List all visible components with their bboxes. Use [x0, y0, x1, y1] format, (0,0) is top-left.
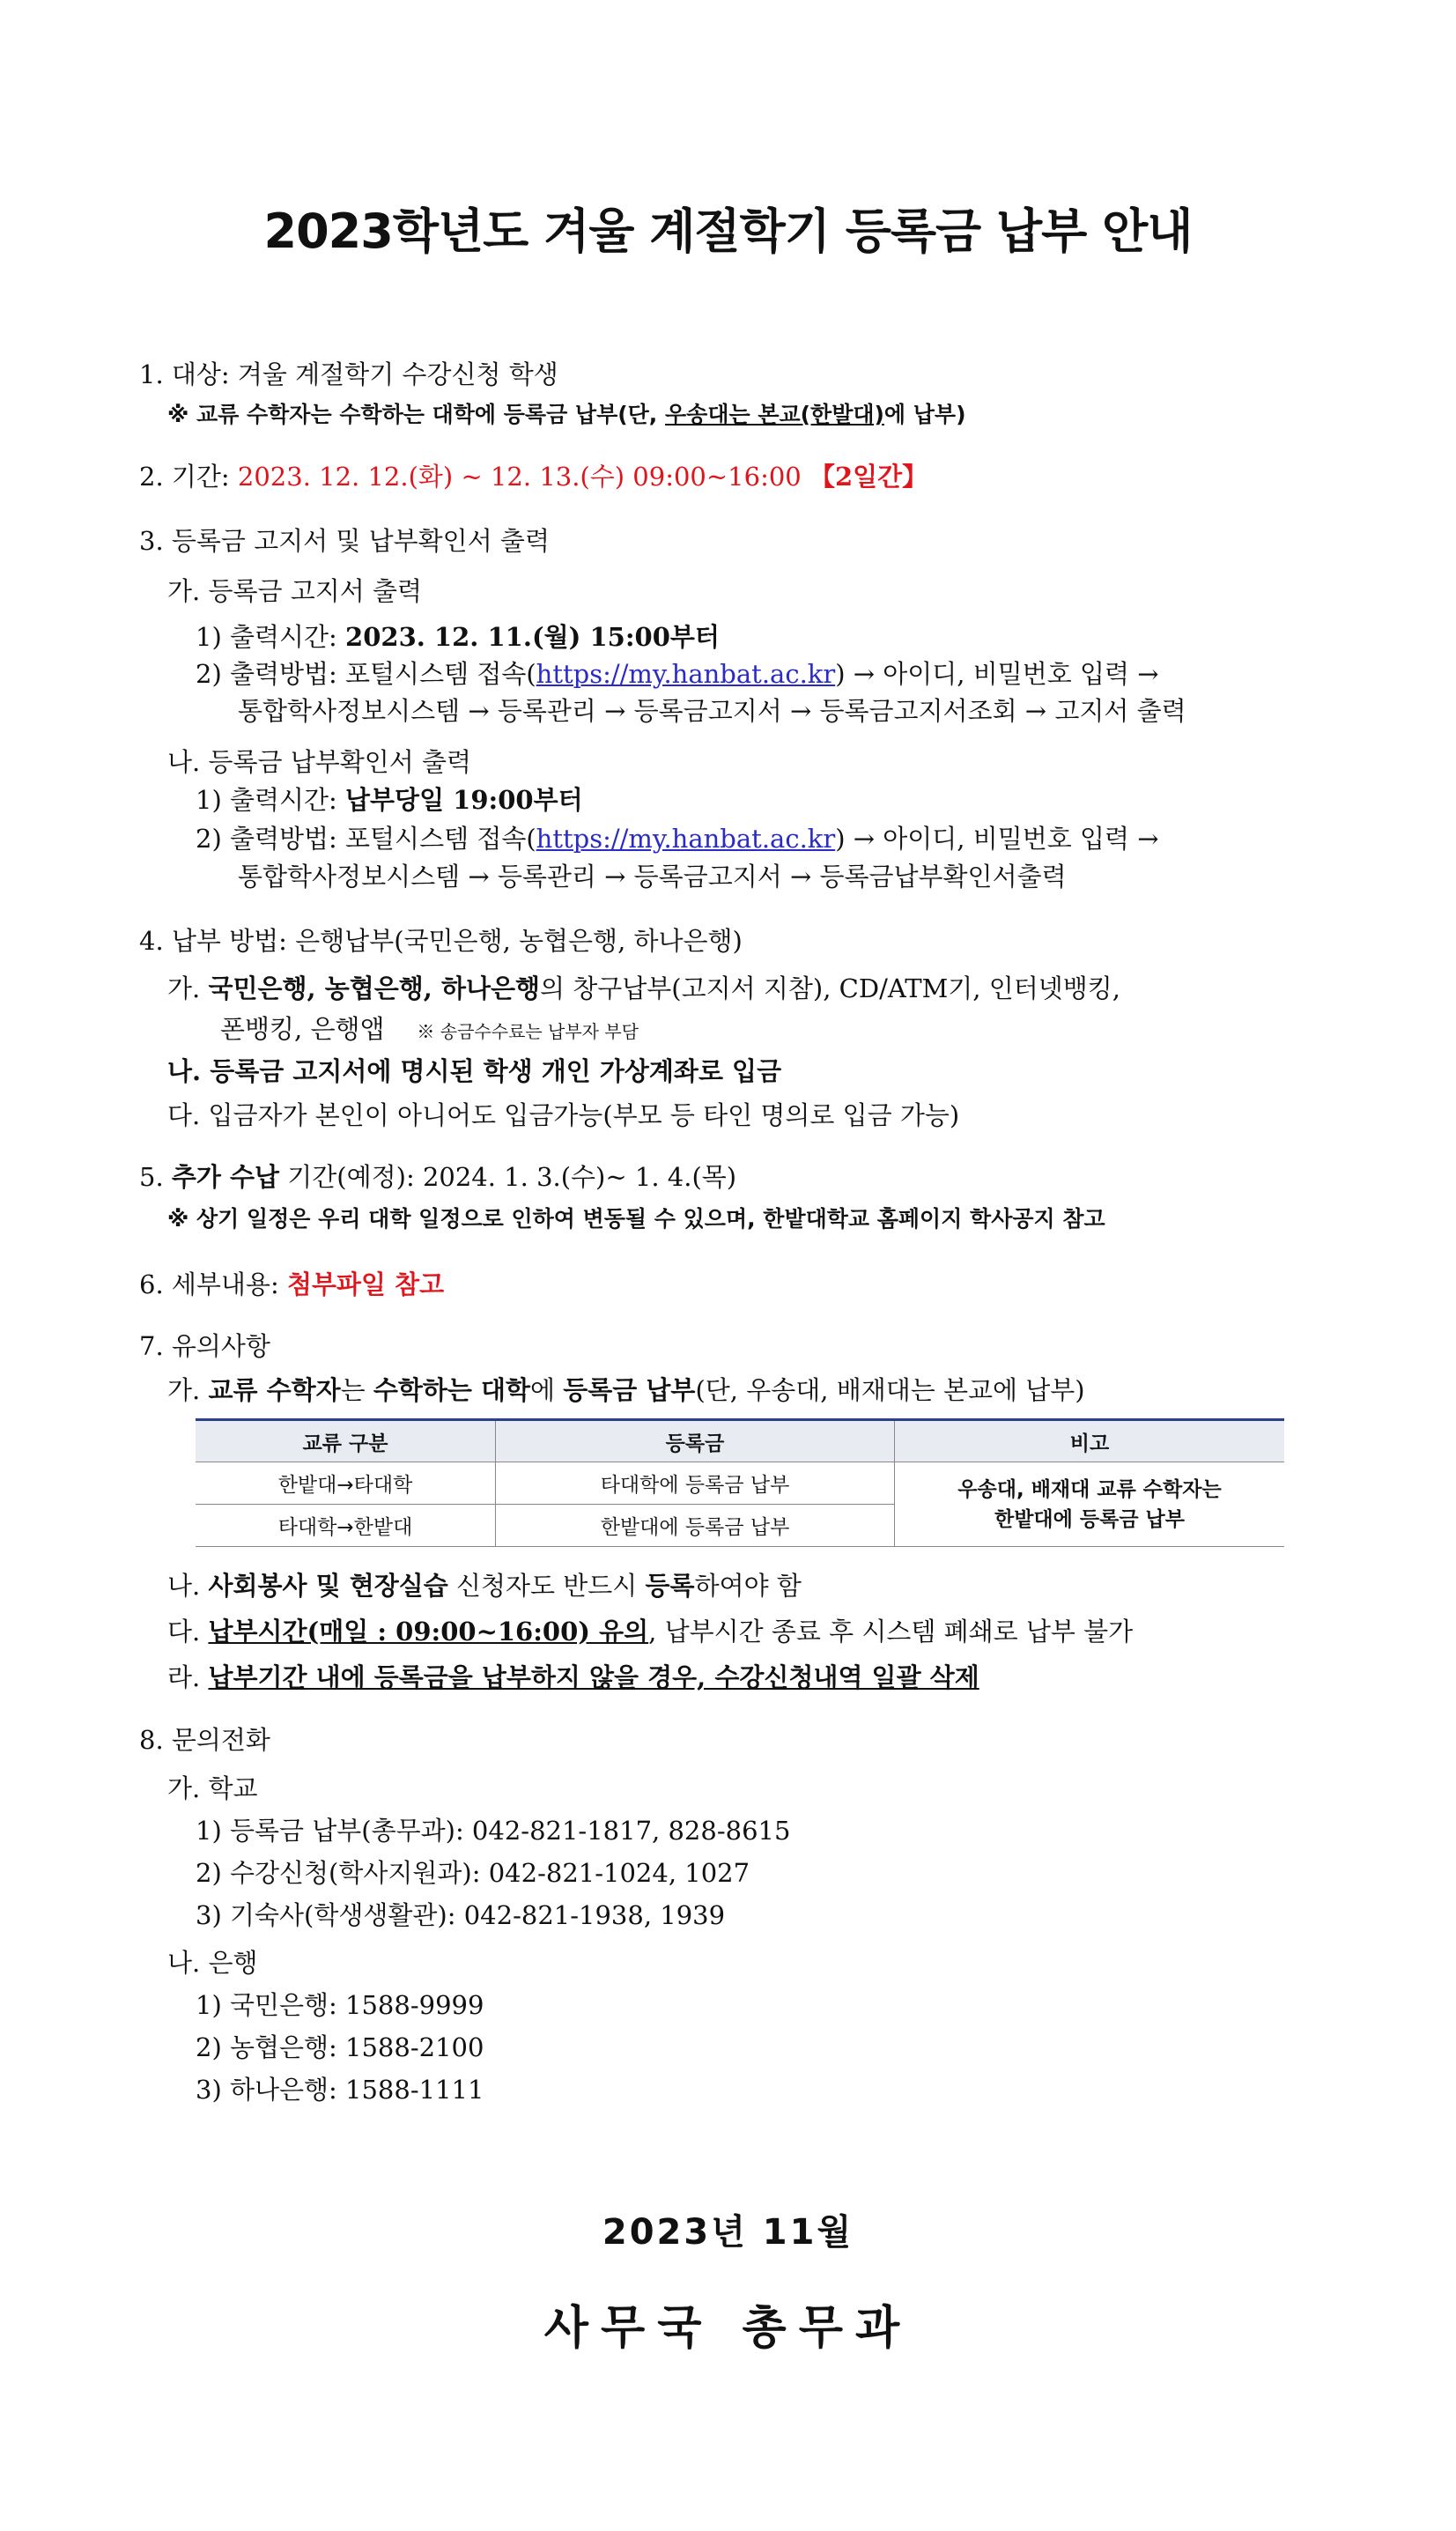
portal-link[interactable]: https://my.hanbat.ac.kr — [536, 659, 836, 689]
contact-item: 3) 기숙사(학생생활관): 042-821-1938, 1939 — [196, 1900, 726, 1930]
section-7a: 가. 교류 수학자는 수학하는 대학에 등록금 납부(단, 우송대, 배재대는 본교에 납부) — [167, 1375, 1085, 1405]
section-4b: 나. 등록금 고지서에 명시된 학생 개인 가상계좌로 입금 — [167, 1056, 782, 1086]
section-7d: 라. 납부기간 내에 등록금을 납부하지 않을 경우, 수강신청내역 일괄 삭제 — [167, 1662, 979, 1692]
table-cell: 한밭대→타대학 — [196, 1462, 496, 1505]
section-1-target: 1. 대상: 겨울 계절학기 수강신청 학생 — [139, 359, 558, 389]
section-3b-time: 1) 출력시간: 납부당일 19:00부터 — [196, 785, 583, 815]
section-7b: 나. 사회봉사 및 현장실습 신청자도 반드시 등록하여야 함 — [167, 1571, 802, 1601]
issuing-office: 사무국 총무과 — [543, 2302, 913, 2355]
section-6-details: 6. 세부내용: 첨부파일 참고 — [139, 1269, 445, 1299]
table-header: 비고 — [895, 1420, 1285, 1462]
section-4c: 다. 입금자가 본인이 아니어도 입금가능(부모 등 타인 명의로 입금 가능) — [167, 1100, 960, 1130]
section-1-note: ※ 교류 수학자는 수학하는 대학에 등록금 납부(단, 우송대는 본교(한발대)에 납부) — [167, 402, 966, 427]
section-3b-method: 2) 출력방법: 포털시스템 접속(https://my.hanbat.ac.kr) → 아이디, 비밀번호 입력 → — [196, 824, 1159, 854]
table-cell: 타대학→한밭대 — [196, 1505, 496, 1547]
section-8b-heading: 나. 은행 — [167, 1948, 258, 1978]
page-title: 2023학년도 겨울 계절학기 등록금 납부 안내 — [263, 204, 1193, 259]
section-4a-line1: 가. 국민은행, 농협은행, 하나은행의 창구납부(고지서 지참), CD/ATM기, 인터넷뱅킹, — [167, 973, 1120, 1003]
table-header: 등록금 — [496, 1420, 895, 1462]
section-5-note: ※ 상기 일정은 우리 대학 일정으로 인하여 변동될 수 있으며, 한밭대학교 홈페이지 학사공지 참고 — [167, 1206, 1105, 1232]
table-note-cell: 우송대, 배재대 교류 수학자는 한밭대에 등록금 납부 — [895, 1462, 1285, 1547]
issue-date: 2023년 11월 — [602, 2212, 854, 2253]
section-8a-heading: 가. 학교 — [167, 1773, 258, 1803]
table-header: 교류 구분 — [196, 1420, 496, 1462]
contact-item: 2) 수강신청(학사지원과): 042-821-1024, 1027 — [196, 1858, 750, 1888]
contact-item: 1) 국민은행: 1588-9999 — [196, 1990, 484, 2020]
section-3-heading: 3. 등록금 고지서 및 납부확인서 출력 — [139, 526, 550, 556]
section-3b-path: 통합학사정보시스템 → 등록관리 → 등록금고지서 → 등록금납부확인서출력 — [238, 862, 1067, 892]
section-3b-heading: 나. 등록금 납부확인서 출력 — [167, 747, 472, 777]
portal-link[interactable]: https://my.hanbat.ac.kr — [536, 824, 836, 854]
contact-item: 2) 농협은행: 1588-2100 — [196, 2032, 484, 2062]
section-7-heading: 7. 유의사항 — [139, 1331, 270, 1361]
section-3a-time: 1) 출력시간: 2023. 12. 11.(월) 15:00부터 — [196, 622, 720, 652]
table-cell: 한밭대에 등록금 납부 — [496, 1505, 895, 1547]
contact-item: 3) 하나은행: 1588-1111 — [196, 2075, 484, 2105]
section-3a-method: 2) 출력방법: 포털시스템 접속(https://my.hanbat.ac.kr) → 아이디, 비밀번호 입력 → — [196, 659, 1159, 689]
section-2-period: 2. 기간: 2023. 12. 12.(화) ~ 12. 13.(수) 09:00~16:00 【2일간】 — [139, 462, 928, 492]
contact-item: 1) 등록금 납부(총무과): 042-821-1817, 828-8615 — [196, 1816, 791, 1846]
section-7c: 다. 납부시간(매일 : 09:00~16:00) 유의, 납부시간 종료 후 시스템 폐쇄로 납부 불가 — [167, 1617, 1134, 1647]
exchange-fee-table — [196, 1418, 1284, 1547]
section-3a-path: 통합학사정보시스템 → 등록관리 → 등록금고지서 → 등록금고지서조회 → 고지서 출력 — [238, 696, 1186, 726]
section-4-heading: 4. 납부 방법: 은행납부(국민은행, 농협은행, 하나은행) — [139, 926, 743, 956]
section-5-period: 5. 추가 수납 기간(예정): 2024. 1. 3.(수)~ 1. 4.(목) — [139, 1162, 737, 1192]
table-cell: 타대학에 등록금 납부 — [496, 1462, 895, 1505]
section-8-heading: 8. 문의전화 — [139, 1725, 270, 1755]
section-4a-line2: 폰뱅킹, 은행앱 ※ 송금수수료는 납부자 부담 — [220, 1014, 639, 1044]
section-3a-heading: 가. 등록금 고지서 출력 — [167, 576, 422, 606]
table-row — [196, 1462, 1284, 1505]
